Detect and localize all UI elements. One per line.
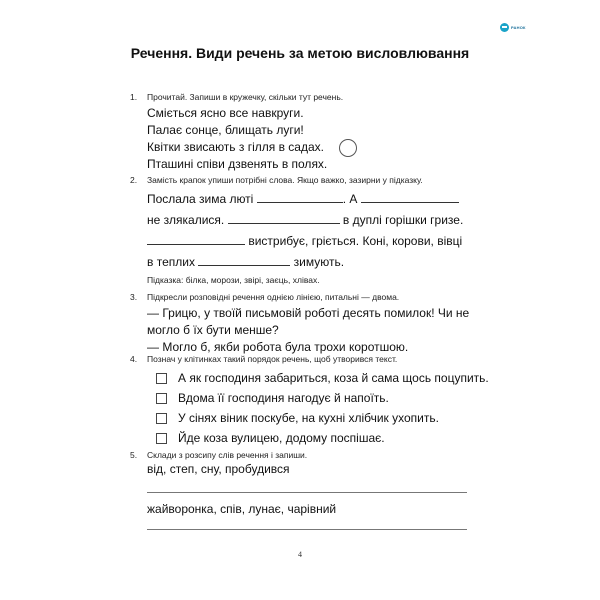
- poem-line: Квітки звисають з гілля в садах.: [147, 140, 324, 154]
- sentence-line: [147, 234, 462, 248]
- order-checkbox[interactable]: [156, 393, 167, 404]
- task-instruction: Підкресли розповідні речення однією лінією, питальні — двома.: [147, 292, 400, 302]
- task-4: [130, 354, 489, 449]
- order-item: [156, 391, 389, 405]
- logo-icon: [500, 23, 509, 32]
- fill-blank[interactable]: [198, 255, 290, 266]
- sentence-text: Послала зима люті: [147, 192, 254, 206]
- sentence-text: в теплих: [147, 255, 195, 269]
- sentence-text: в дуплі горішки гризе.: [342, 213, 464, 227]
- logo-text: РАНОК: [511, 25, 526, 30]
- fill-blank[interactable]: [257, 192, 343, 203]
- fill-blank[interactable]: [147, 234, 245, 245]
- dialogue-line: — Могло б, якби робота була трохи коротшою.: [147, 340, 409, 354]
- sentence-text: не злякалися.: [147, 213, 225, 227]
- dialogue-line: — Грицю, у твоїй письмовій роботі десять помилок! Чи не: [147, 306, 470, 320]
- task-number: 1.: [130, 92, 138, 102]
- task-1: [130, 92, 475, 172]
- poem-line: Сміється ясно все навкруги.: [147, 106, 304, 120]
- sentence-line: [147, 213, 463, 227]
- sentence-text: вистрибує, гріється. Коні, корови, вівці: [248, 234, 463, 248]
- task-instruction: Склади з розсипу слів речення і запиши.: [147, 450, 308, 460]
- poem-line: Пташині співи дзвенять в полях.: [147, 157, 328, 171]
- task-instruction: Познач у клітинках такий порядок речень, щоб утворився текст.: [147, 354, 398, 364]
- fill-blank[interactable]: [361, 192, 459, 203]
- sentence-line: [147, 192, 459, 206]
- order-item-text: У сінях віник поскубе, на кухні хлібчик ухопить.: [178, 411, 439, 425]
- task-2: [130, 175, 475, 290]
- task-3: [130, 292, 475, 354]
- task-number: 3.: [130, 292, 138, 302]
- task-number: 2.: [130, 175, 138, 185]
- task-instruction: Прочитай. Запиши в кружечку, скільки тут речень.: [147, 92, 344, 102]
- fill-blank[interactable]: [228, 213, 340, 224]
- poem-line: Палає сонце, блищать луги!: [147, 123, 304, 137]
- writing-line[interactable]: [147, 492, 467, 493]
- task-5: [130, 450, 475, 535]
- order-item: [156, 431, 385, 445]
- order-item-text: Йде коза вулицею, додому поспішає.: [178, 431, 385, 445]
- order-item-text: А як господиня забариться, коза й сама щось поцупить.: [178, 371, 489, 385]
- dialogue-line: могло б їх бути менше?: [147, 323, 279, 337]
- page-number: 4: [298, 550, 302, 559]
- order-item-text: Вдома її господиня нагодує й напоїть.: [178, 391, 389, 405]
- sentence-line: [147, 255, 344, 269]
- order-item: [156, 371, 489, 385]
- order-item: [156, 411, 439, 425]
- task-number: 4.: [130, 354, 138, 364]
- order-checkbox[interactable]: [156, 413, 167, 424]
- publisher-logo: [500, 23, 526, 32]
- order-checkbox[interactable]: [156, 373, 167, 384]
- page-title: Речення. Види речень за метою висловлювання: [130, 45, 470, 61]
- task-number: 5.: [130, 450, 138, 460]
- hint-text: Підказка: білка, морози, звірі, заєць, хлівах.: [147, 275, 320, 285]
- sentence-text: зимують.: [293, 255, 345, 269]
- word-set: жайворонка, спів, лунає, чарівний: [147, 502, 337, 516]
- answer-circle[interactable]: [339, 139, 357, 157]
- sentence-text: . А: [342, 192, 358, 206]
- writing-line[interactable]: [147, 529, 467, 530]
- order-checkbox[interactable]: [156, 433, 167, 444]
- task-instruction: Замість крапок упиши потрібні слова. Якщо важко, зазирни у підказку.: [147, 175, 423, 185]
- word-set: від, степ, сну, пробудився: [147, 462, 290, 476]
